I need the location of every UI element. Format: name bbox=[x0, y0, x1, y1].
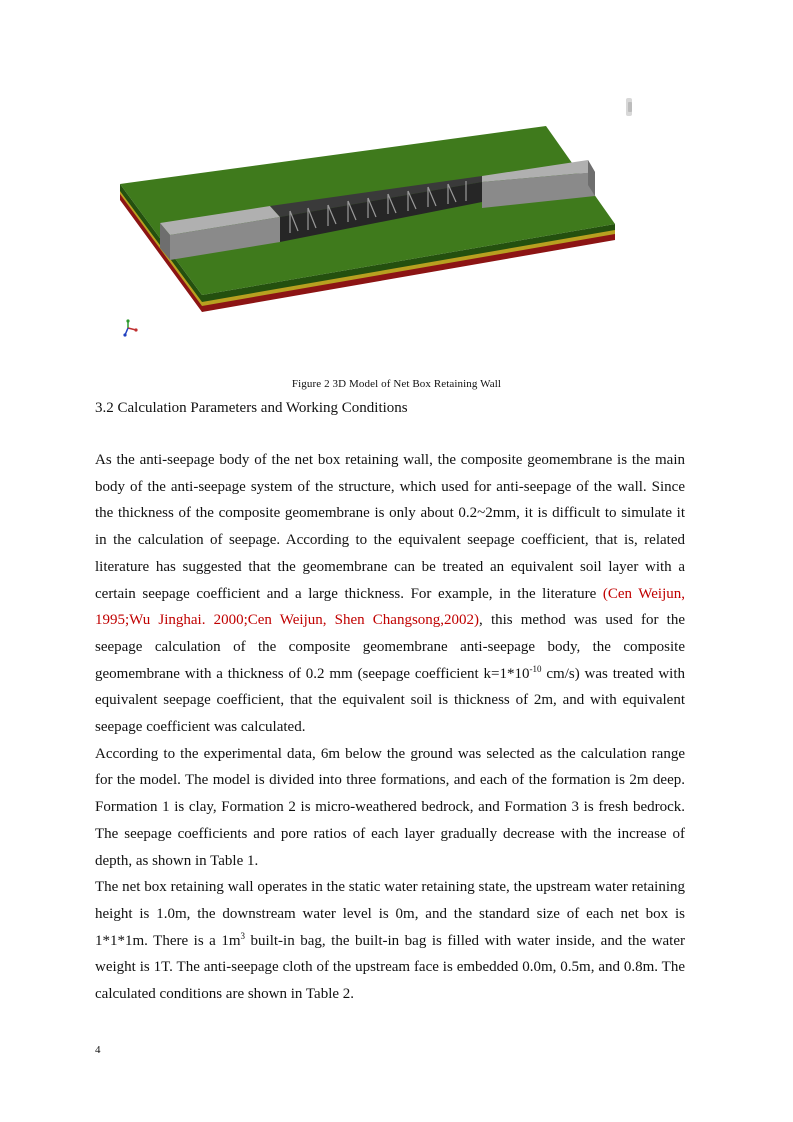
paragraph-text: As the anti-seepage body of the net box retaining wall, the composite geomembrane is the main body of the anti-seepage system of the structure, which used for anti-seepage of the wall. Since the thickness of the composite geomembrane is only about 0.2~2mm, it is difficult to simulate it in the calculation of seepage. According to the equivalent seepage coefficient, that is, related literature has suggested that the geomembrane can be treated an equivalent soil layer with a certain seepage coefficient and a large thickness. For example, in the literature bbox=[95, 452, 685, 602]
paragraph-geomembrane bbox=[95, 447, 685, 741]
paragraph-text: The net box retaining wall operates in the static water retaining state, the upstream water retaining height is 1.0m, the downstream water level is 0m, and the standard size of each net box is 1*1*1m. There is a 1m bbox=[95, 879, 685, 949]
superscript: -10 bbox=[529, 663, 542, 674]
paragraph-text: , this method was used for the seepage calculation of the composite geomembrane anti-seepage body, the composite geomembrane with a thickness of 0.2 mm (seepage coefficient k=1*10 bbox=[95, 612, 685, 682]
citation-link[interactable]: (Cen Weijun, 1995;Wu Jinghai. 2000;Cen Weijun, Shen Changsong,2002) bbox=[95, 585, 685, 629]
axis-triad-icon bbox=[123, 319, 137, 336]
paragraph-text: cm/s) was treated with equivalent seepage coefficient, that the equivalent soil is thickness of 2m, and with equivalent seepage coefficient was calculated. bbox=[95, 665, 686, 736]
paragraph-working-conditions bbox=[95, 874, 685, 1008]
paragraph-text: built-in bag, the built-in bag is filled with water inside, and the water weight is 1T. The anti-seepage cloth of the upstream face is embedded 0.0m, 0.5m, and 0.8m. The calculated conditions are shown in Table 2. bbox=[95, 932, 686, 1003]
superscript: 3 bbox=[240, 930, 246, 941]
page-number: 4 bbox=[95, 1044, 101, 1056]
body-text bbox=[95, 447, 685, 1008]
corner-artifact-icon bbox=[626, 98, 632, 116]
paragraph-formations: According to the experimental data, 6m below the ground was selected as the calculation range for the model. The model is divided into three formations, and each of the formation is 2m deep. Formation 1 is clay, Formation 2 is micro-weathered bedrock, and Formation 3 is fresh bedrock. The seepage coefficients and pore ratios of each layer gradually decrease with the increase of depth, as shown in Table 1. bbox=[95, 745, 685, 869]
section-heading: 3.2 Calculation Parameters and Working Conditions bbox=[95, 400, 408, 416]
figure-caption: Figure 2 3D Model of Net Box Retaining Wall bbox=[291, 378, 502, 390]
net-box-retaining-wall-model bbox=[110, 90, 650, 360]
figure-3d-model bbox=[110, 90, 650, 360]
